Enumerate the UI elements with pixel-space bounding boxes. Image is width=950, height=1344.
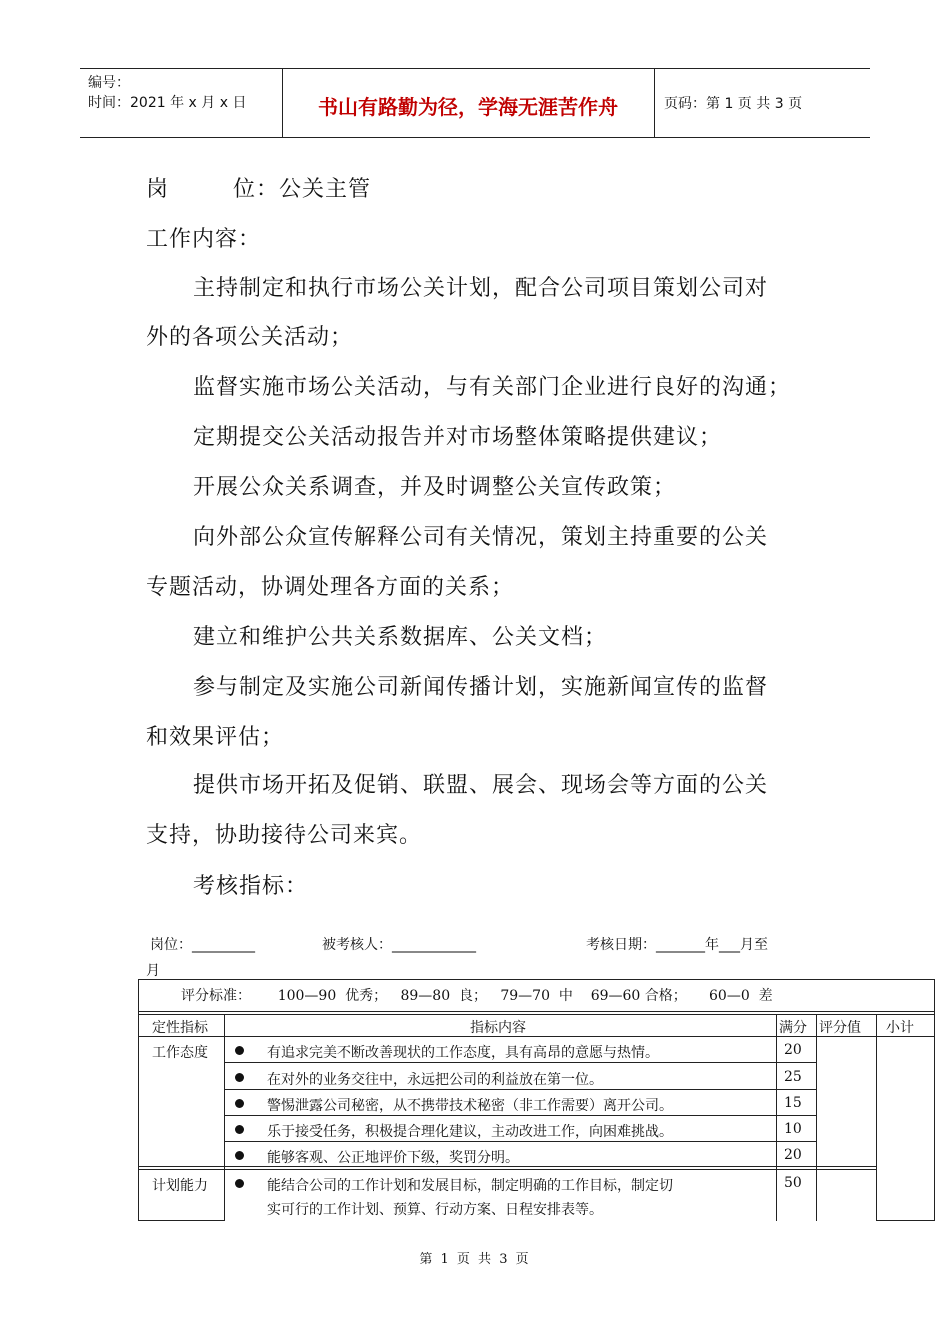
item-text: 能够客观、公正地评价下级，奖罚分明。 [267, 1150, 519, 1166]
duty-line: 开展公众关系调查，并及时调整公关宣传政策； [193, 475, 677, 500]
duty-line: 和效果评估； [146, 725, 285, 750]
item-full-score: 10 [784, 1121, 802, 1137]
item-full-score: 20 [784, 1147, 802, 1163]
page-header [80, 68, 870, 138]
time-label: 时间：2021 年 x 月 x 日 [88, 95, 247, 111]
position-label: 岗 位： [146, 177, 279, 202]
duty-line: 支持，协助接待公司来宾。 [146, 823, 423, 848]
header-divider [654, 69, 655, 137]
position-value: 公关主管 [278, 177, 371, 202]
duty-line: 向外部公众宣传解释公司有关情况，策划主持重要的公关 [193, 525, 769, 550]
duty-line: 提供市场开拓及促销、联盟、展会、现场会等方面的公关 [193, 773, 769, 798]
bullet-icon [235, 1099, 244, 1108]
header-motto: 书山有路勤为径，学海无涯苦作舟 [318, 95, 618, 119]
header-content: 指标内容 [470, 1020, 526, 1036]
duty-line: 监督实施市场公关活动，与有关部门企业进行良好的沟通； [193, 375, 792, 400]
header-score: 评分值 [819, 1020, 861, 1036]
header-indicator: 定性指标 [152, 1020, 208, 1036]
duty-line: 主持制定和执行市场公关计划，配合公司项目策划公司对 [193, 276, 769, 301]
assessee-field: 被考核人：____________ [322, 937, 476, 953]
header-meta [88, 73, 246, 113]
date-field: 考核日期：_______年___月至 [586, 937, 768, 953]
bullet-icon [235, 1046, 244, 1055]
item-text: 能结合公司的工作计划和发展目标，制定明确的工作目标，制定切 [267, 1178, 673, 1194]
bullet-icon [235, 1151, 244, 1160]
position-line [146, 172, 371, 203]
item-full-score: 15 [784, 1095, 802, 1111]
item-full-score: 25 [784, 1069, 802, 1085]
duty-line: 外的各项公关活动； [146, 325, 354, 350]
header-page-info: 页码：第 1 页 共 3 页 [664, 96, 803, 112]
header-subtotal: 小计 [886, 1020, 914, 1036]
assessment-heading: 考核指标： [193, 874, 309, 899]
bullet-icon [235, 1073, 244, 1082]
duty-line: 专题活动，协调处理各方面的关系； [146, 575, 515, 600]
indicator-work-attitude: 工作态度 [152, 1045, 208, 1061]
header-full-score: 满分 [779, 1020, 807, 1036]
page-footer: 第 1 页 共 3 页 [419, 1252, 531, 1267]
date-field-month: 月 [146, 963, 160, 979]
item-text: 在对外的业务交往中，永远把公司的利益放在第一位。 [267, 1072, 603, 1088]
bullet-icon [235, 1125, 244, 1134]
number-label: 编号： [88, 75, 130, 91]
work-heading: 工作内容： [146, 227, 262, 252]
duty-line: 建立和维护公共关系数据库、公关文档； [193, 625, 608, 650]
item-text: 警惕泄露公司秘密，从不携带技术秘密（非工作需要）离开公司。 [267, 1098, 673, 1114]
bullet-icon [235, 1179, 244, 1188]
item-text: 乐于接受任务，积极提合理化建议，主动改进工作，向困难挑战。 [267, 1124, 673, 1140]
item-full-score: 50 [784, 1175, 802, 1191]
post-field: 岗位：_________ [150, 937, 255, 953]
duty-line: 参与制定及实施公司新闻传播计划，实施新闻宣传的监督 [193, 675, 769, 700]
duty-line: 定期提交公关活动报告并对市场整体策略提供建议； [193, 425, 723, 450]
item-text: 有追求完美不断改善现状的工作态度，具有高昂的意愿与热情。 [267, 1045, 659, 1061]
indicator-planning: 计划能力 [152, 1178, 208, 1194]
item-full-score: 20 [784, 1042, 802, 1058]
item-text: 实可行的工作计划、预算、行动方案、日程安排表等。 [267, 1202, 603, 1218]
scoring-standard: 评分标准： 100—90 优秀； 89—80 良； 79—70 中 69—60 合格； 60—0 差 [181, 988, 773, 1004]
